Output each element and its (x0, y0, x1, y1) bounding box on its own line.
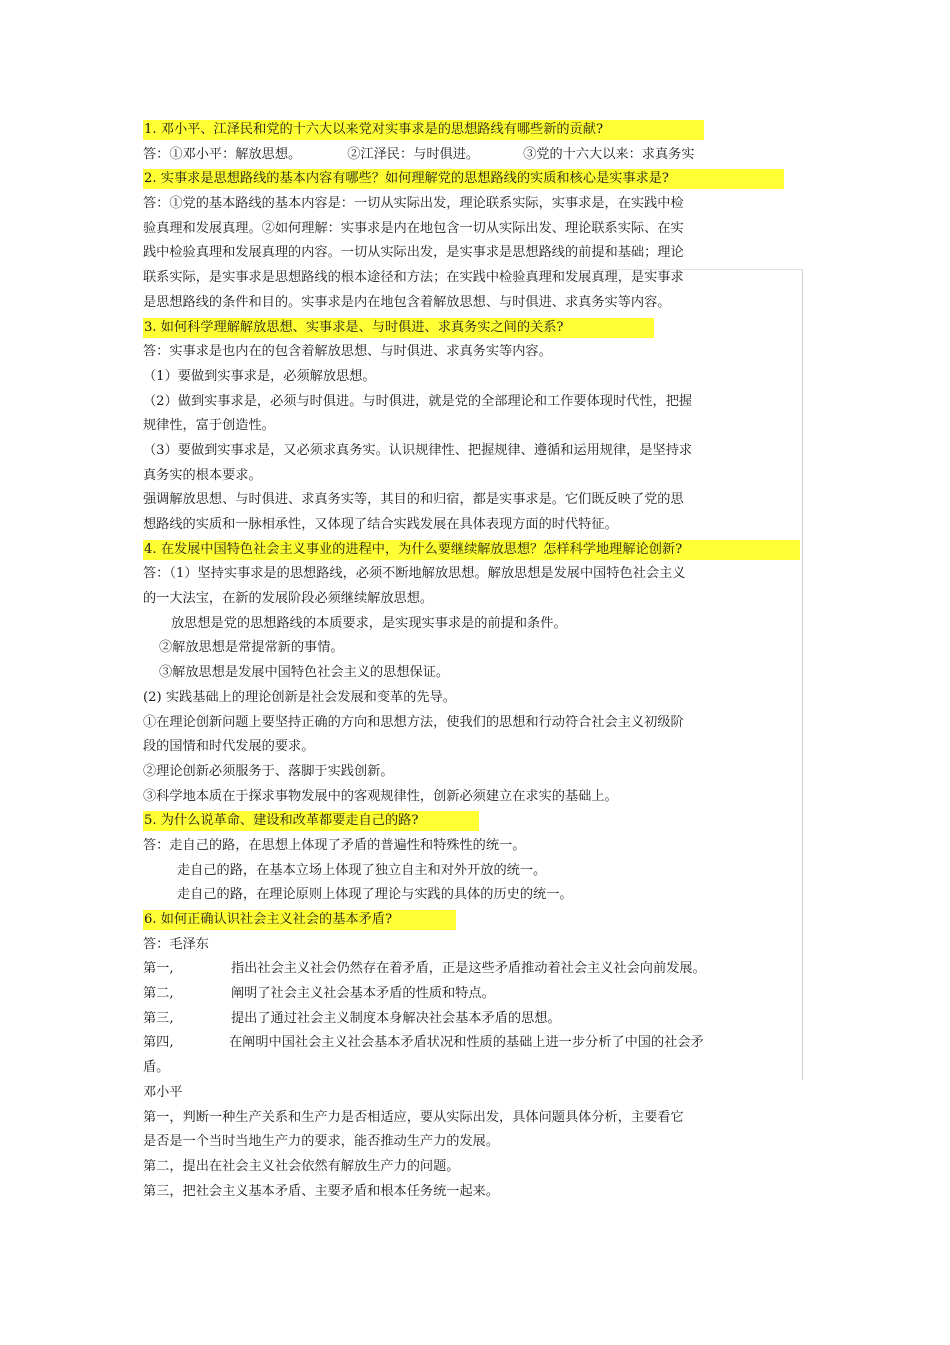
list-item-label: 第二, (143, 986, 174, 1002)
question-5 (143, 809, 813, 834)
question-1 (143, 118, 813, 143)
question-3-title: 3. 如何科学理解解放思想、实事求是、与时俱进、求真务实之间的关系? (143, 318, 654, 338)
list-item-text: 指出社会主义社会仍然存在着矛盾，正是这些矛盾推动着社会主义社会向前发展。 (231, 961, 706, 977)
list-item (143, 1007, 813, 1032)
answer-1-part-3: ③党的十六大以来：求真务实 (523, 146, 695, 162)
answer-line: ②解放思想是常提常新的事情。 (159, 640, 344, 656)
list-item (143, 982, 813, 1007)
answer-line: 强调解放思想、与时俱进、求真务实等，其目的和归宿，都是实事求是。它们既反映了党的思 (143, 492, 684, 508)
answer-line: 的一大法宝，在新的发展阶段必须继续解放思想。 (143, 591, 434, 607)
answer-line: 联系实际，是实事求是思想路线的根本途径和方法；在实践中检验真理和发展真理，是实事求 (143, 270, 684, 286)
list-item-label: 第四, (143, 1035, 174, 1051)
answer-line: （1）要做到实事求是，必须解放思想。 (143, 368, 376, 384)
answer-line: （2）做到实事求是，必须与时俱进。与时俱进，就是党的全部理论和工作要体现时代性，把握 (143, 393, 693, 409)
list-item-text: 提出了通过社会主义制度本身解决社会基本矛盾的思想。 (231, 1010, 561, 1026)
list-item-text: 阐明了社会主义社会基本矛盾的性质和特点。 (231, 986, 495, 1002)
answer-line: 答：（1）坚持实事求是的思想路线，必须不断地解放思想。解放思想是发展中国特色社会主义 (143, 566, 686, 582)
answer-line: 盾。 (143, 1060, 170, 1076)
answer-1-part-1: 答：①邓小平：解放思想。 (143, 146, 302, 162)
answer-line: 段的国情和时代发展的要求。 (143, 739, 315, 755)
answer-line: 是否是一个当时当地生产力的要求，能否推动生产力的发展。 (143, 1134, 500, 1150)
answer-line: 答：实事求是也内在的包含着解放思想、与时俱进、求真务实等内容。 (143, 344, 552, 360)
answer-line: ③解放思想是发展中国特色社会主义的思想保证。 (159, 665, 450, 681)
question-6-title: 6. 如何正确认识社会主义社会的基本矛盾? (143, 910, 456, 930)
answer-line: 规律性，富于创造性。 (143, 418, 275, 434)
question-5-title: 5. 为什么说革命、建设和改革都要走自己的路? (143, 811, 479, 831)
answer-line: 是思想路线的条件和目的。实事求是内在地包含着解放思想、与时俱进、求真务实等内容。 (143, 294, 671, 310)
answer-line: 真务实的根本要求。 (143, 467, 262, 483)
list-item-label: 第一, (143, 961, 174, 977)
list-item (143, 957, 813, 982)
answer-line: 第一，判断一种生产关系和生产力是否相适应，要从实际出发，具体问题具体分析，主要看它 (143, 1109, 684, 1125)
answer-line: 第三，把社会主义基本矛盾、主要矛盾和根本任务统一起来。 (143, 1183, 500, 1199)
list-item (143, 1031, 813, 1056)
list-item-label: 第三, (143, 1010, 174, 1026)
answer-1-part-2: ②江泽民：与时俱进。 (347, 146, 480, 162)
answer-1 (143, 143, 813, 168)
document-page (143, 118, 813, 1204)
list-item-text: 在阐明中国社会主义社会基本矛盾状况和性质的基础上进一步分析了中国的社会矛 (229, 1035, 704, 1051)
answer-line: 邓小平 (143, 1084, 183, 1100)
answer-line: 答：①党的基本路线的基本内容是：一切从实际出发，理论联系实际，实事求是，在实践中检 (143, 196, 684, 212)
answer-line: ②理论创新必须服务于、落脚于实践创新。 (143, 763, 394, 779)
answer-line: 想路线的实质和一脉相承性，又体现了结合实践发展在具体表现方面的时代特征。 (143, 517, 618, 532)
question-6 (143, 908, 813, 933)
question-1-title: 1. 邓小平、江泽民和党的十六大以来党对实事求是的思想路线有哪些新的贡献? (143, 120, 704, 140)
question-4-title: 4. 在发展中国特色社会主义事业的进程中，为什么要继续解放思想？怎样科学地理解论创新? (143, 540, 800, 560)
question-4 (143, 538, 813, 563)
answer-line: ③科学地本质在于探求事物发展中的客观规律性，创新必须建立在求实的基础上。 (143, 788, 618, 804)
question-3 (143, 316, 813, 341)
answer-line: 第二，提出在社会主义社会依然有解放生产力的问题。 (143, 1158, 460, 1174)
answer-line: 践中检验真理和发展真理的内容。一切从实际出发，是实事求是思想路线的前提和基础；理论 (143, 245, 684, 261)
question-2 (143, 167, 813, 192)
answer-line: （3）要做到实事求是，又必须求真务实。认识规律性、把握规律、遵循和运用规律，是坚持求 (143, 442, 693, 458)
answer-line: 答：毛泽东 (143, 936, 209, 952)
answer-line: 放思想是党的思想路线的本质要求，是实现实事求是的前提和条件。 (171, 615, 567, 631)
question-2-title: 2. 实事求是思想路线的基本内容有哪些？如何理解党的思想路线的实质和核心是实事求是? (143, 169, 784, 189)
answer-line: 走自己的路，在理论原则上体现了理论与实践的具体的历史的统一。 (177, 887, 573, 903)
answer-line: (2) 实践基础上的理论创新是社会发展和变革的先导。 (143, 689, 456, 705)
answer-line: ①在理论创新问题上要坚持正确的方向和思想方法，使我们的思想和行动符合社会主义初级阶 (143, 714, 684, 730)
answer-line: 答：走自己的路，在思想上体现了矛盾的普遍性和特殊性的统一。 (143, 837, 526, 853)
answer-line: 走自己的路，在基本立场上体现了独立自主和对外开放的统一。 (177, 862, 547, 878)
answer-line: 验真理和发展真理。②如何理解：实事求是内在地包含一切从实际出发、理论联系实际、在实 (143, 220, 684, 236)
